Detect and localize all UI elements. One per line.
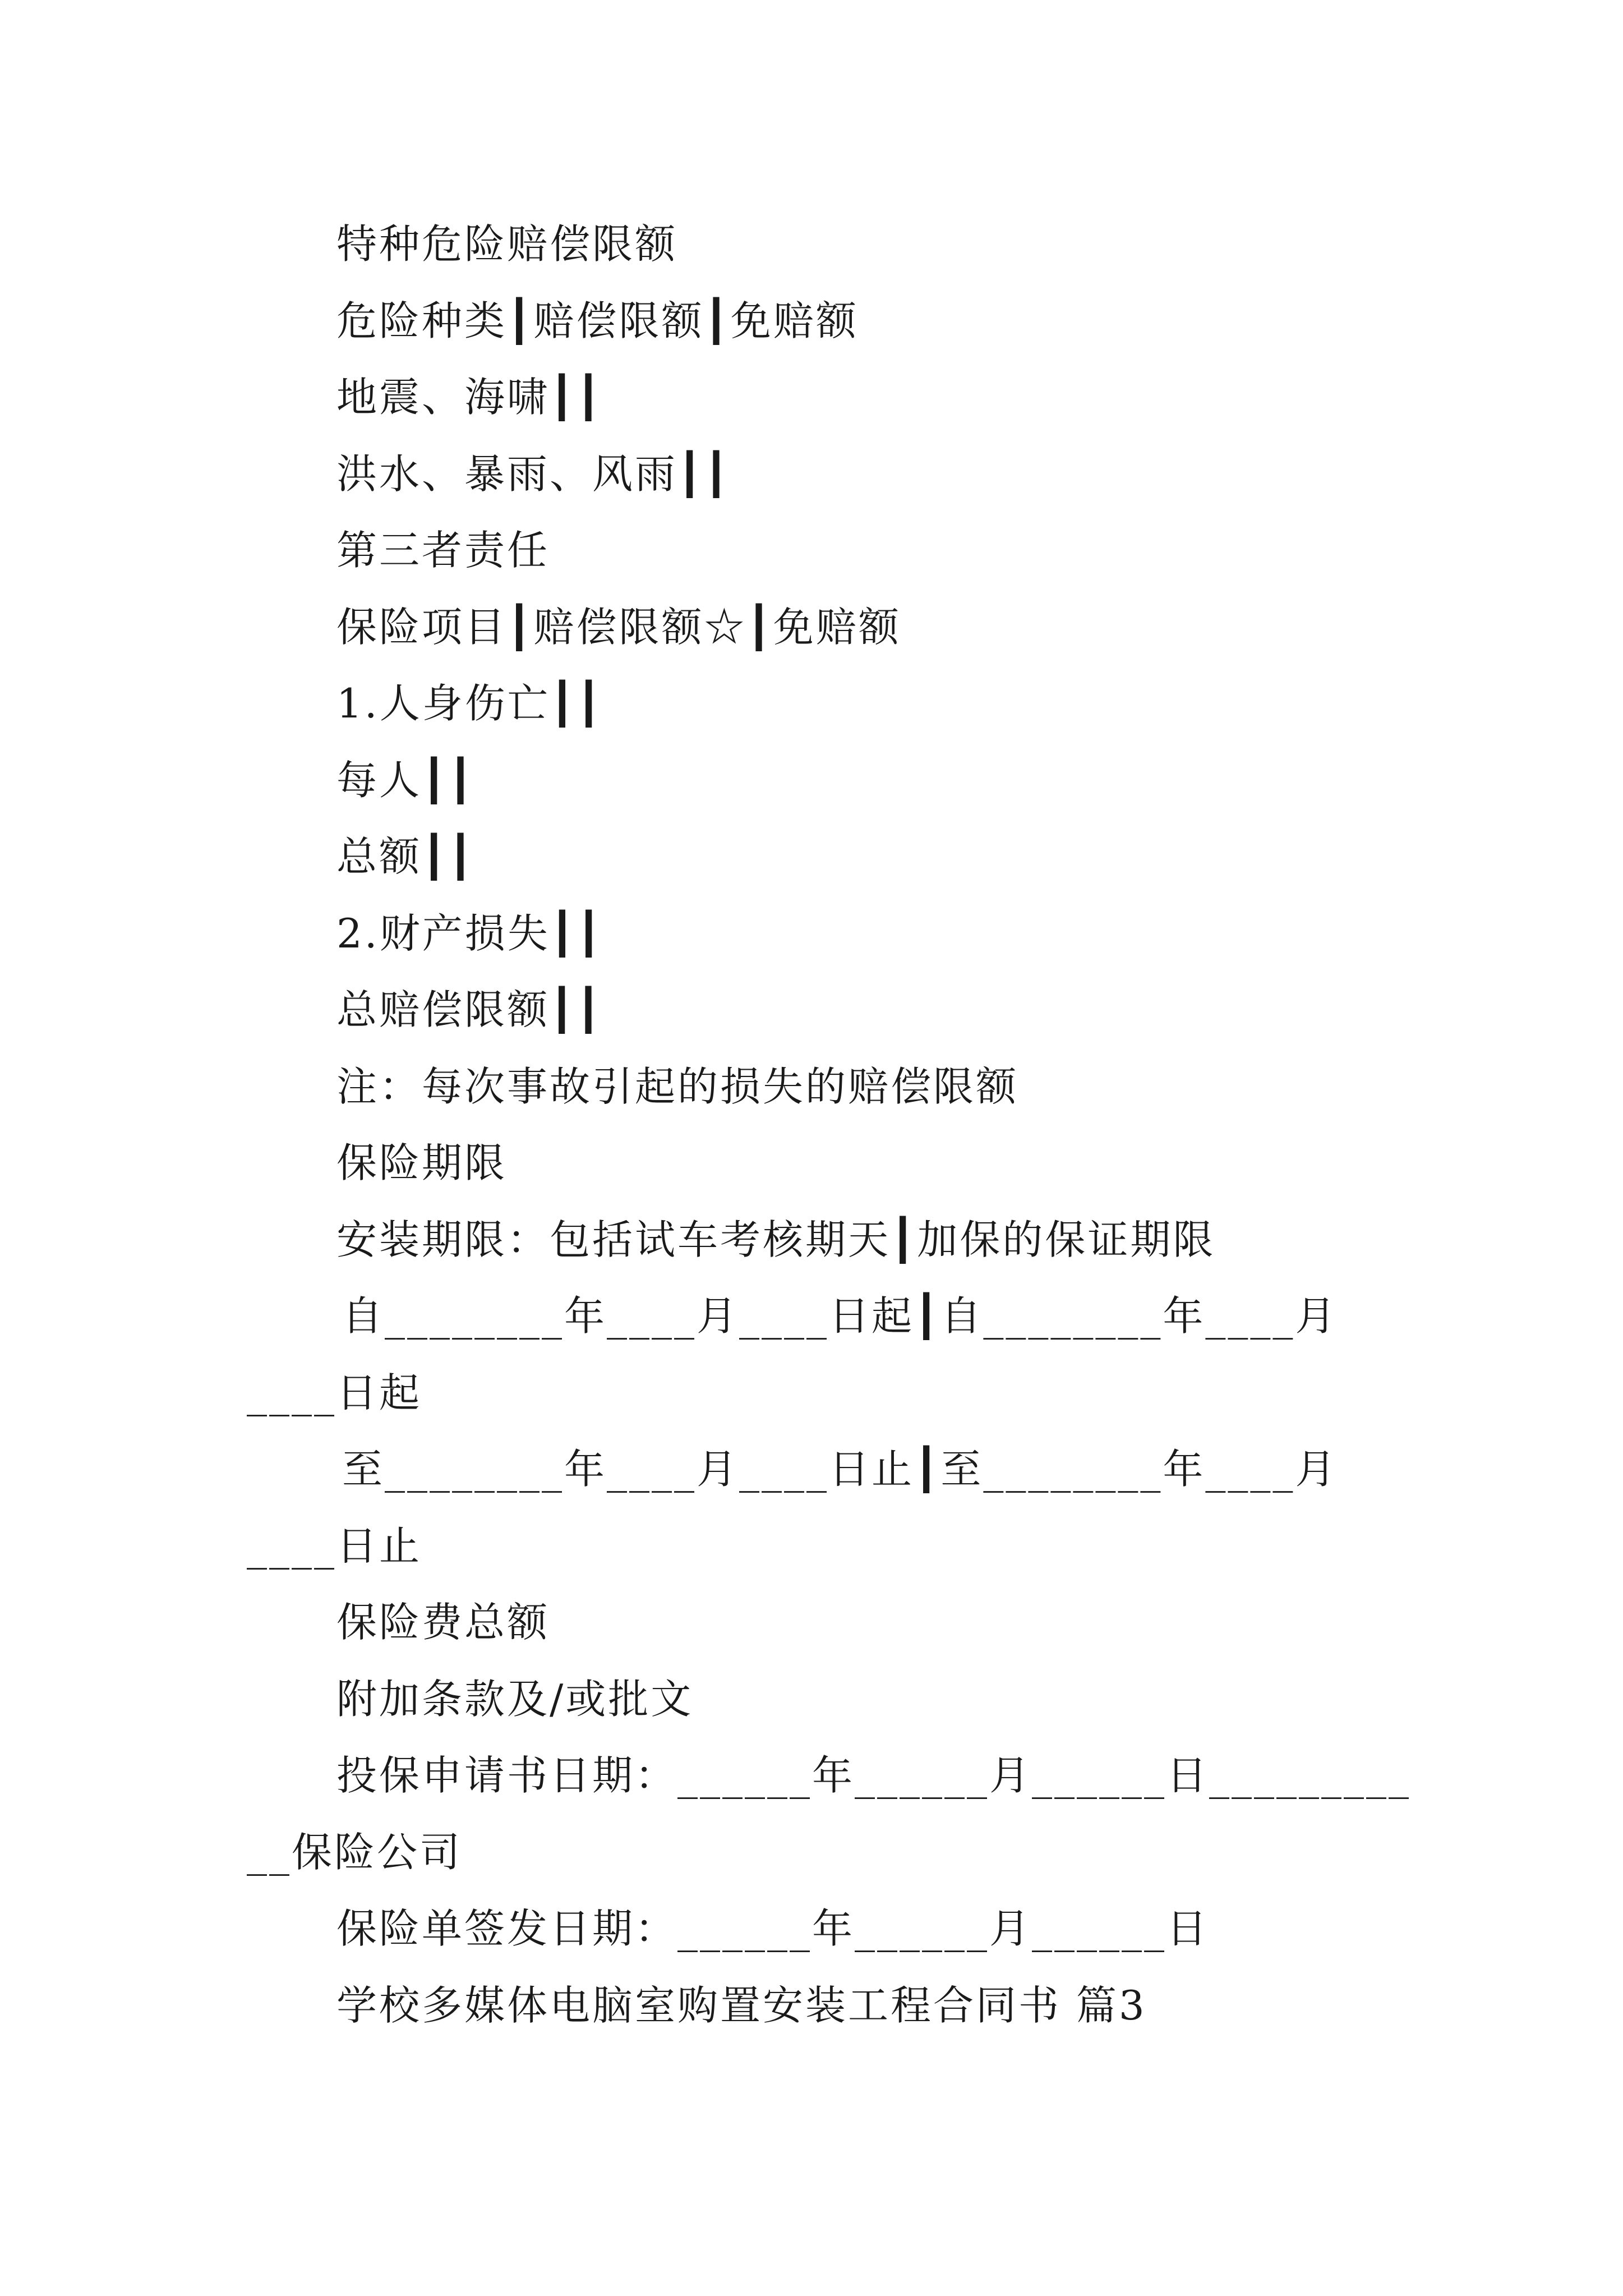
total-indemnity-row: 总赔偿限额┃┃ [336,986,603,1033]
section-title-line: 学校多媒体电脑室购置安装工程合同书 篇3 [336,1982,1147,2029]
period-start-line: 自________年____月____日起┃自________年____月 [342,1292,1338,1340]
note-line: 注：每次事故引起的损失的赔偿限额 [336,1063,1019,1110]
bodily-injury-row: 1.人身伤亡┃┃ [336,680,603,727]
policy-issue-date-line: 保险单签发日期：______年______月______日 [336,1905,1210,1952]
period-end-line: 至________年____月____日止┃至________年____月 [342,1446,1338,1493]
period-end-continuation: ____日止 [247,1522,422,1570]
installation-period-line: 安装期限：包括试车考核期天┃加保的保证期限 [336,1216,1216,1263]
insurance-company-line: __保险公司 [247,1829,463,1876]
earthquake-row: 地震、海啸┃┃ [336,374,603,421]
additional-clauses-line: 附加条款及/或批文 [336,1676,694,1723]
total-row: 总额┃┃ [336,833,475,880]
special-risk-table-header: 危险种类┃赔偿限额┃免赔额 [336,297,859,344]
property-loss-row: 2.财产损失┃┃ [336,910,603,957]
special-risk-heading: 特种危险赔偿限额 [336,220,678,268]
per-person-row: 每人┃┃ [336,757,475,804]
application-date-line: 投保申请书日期：______年______月______日_________ [336,1752,1412,1799]
third-party-heading: 第三者责任 [336,527,550,574]
period-start-continuation: ____日起 [247,1369,422,1416]
premium-total-line: 保险费总额 [336,1599,550,1646]
flood-row: 洪水、暴雨、风雨┃┃ [336,450,731,498]
third-party-table-header: 保险项目┃赔偿限额☆┃免赔额 [336,604,901,651]
insurance-period-heading: 保险期限 [336,1139,508,1186]
